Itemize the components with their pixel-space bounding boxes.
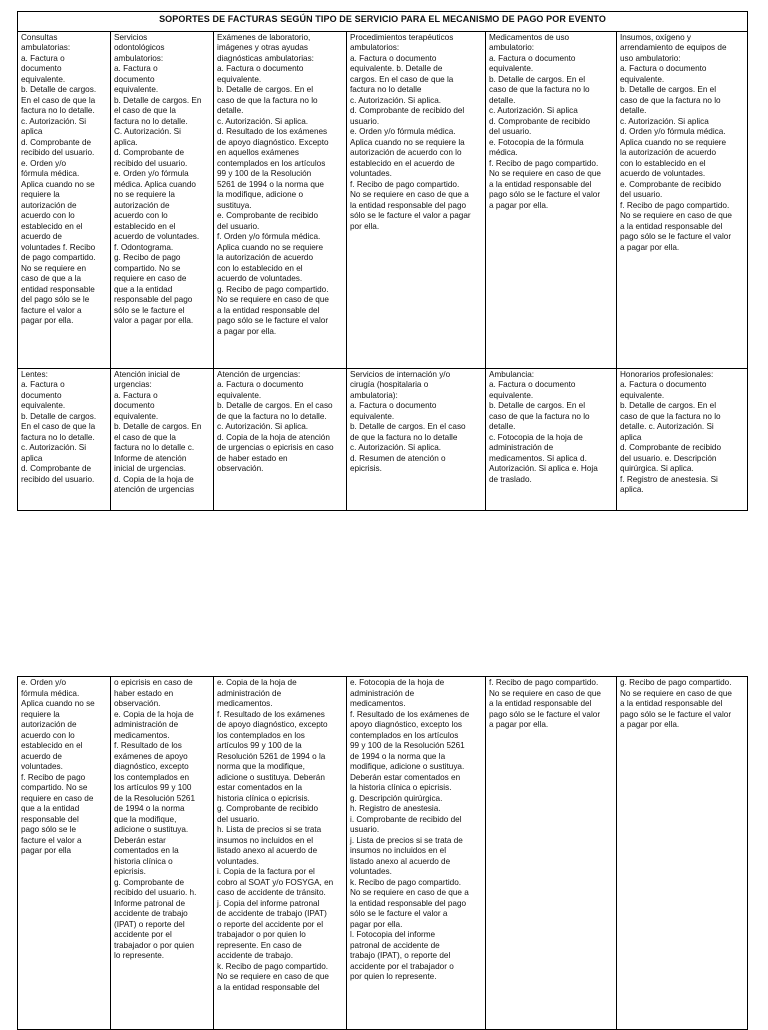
- cell-continued-1: [18, 677, 111, 1030]
- cell-procedimientos-terapeuticos: [347, 31, 486, 368]
- cell-lentes: [18, 368, 111, 510]
- cell-text: Consultas ambulatorias: a. Factura o documento equivalente. b. Detalle de cargos. En el caso de que la factura no lo detalle. c. Autorización. Si aplica d. Comprobante de recibido del usuario. e. Orden y/o fórmula médica. Aplica cuando no se requiere la autorización de acuerdo con lo establecido en el acuerdo de voluntades f. Recibo de pago compartido. No se requiere en caso de que a la entidad responsable del pago sólo se le facture el valor a pagar por ella.: [21, 32, 97, 325]
- cell-text: Atención de urgencias: a. Factura o documento equivalente. b. Detalle de cargos. En el caso de que la factura no lo detalle. c. Autorización. Si aplica. d. Copia de la hoja de atención de urgencias o epicrisis en caso de haber estado en observación.: [217, 369, 334, 473]
- cell-atencion-inicial-urgencias: [111, 368, 214, 510]
- cell-examenes-laboratorio: [214, 31, 347, 368]
- table-title: SOPORTES DE FACTURAS SEGÚN TIPO DE SERVICIO PARA EL MECANISMO DE PAGO POR EVENTO: [18, 12, 748, 32]
- support-table-page-1: [17, 11, 748, 511]
- cell-text: e. Orden y/o fórmula médica. Aplica cuando no se requiere la autorización de acuerdo con lo establecido en el acuerdo de voluntades. f. Recibo de pago compartido. No se requiere en caso de que a la entidad responsable del pago sólo se le facture el valor a pagar por ella: [21, 678, 95, 855]
- cell-text: Insumos, oxígeno y arrendamiento de equipos de uso ambulatorio: a. Factura o documento equivalente. b. Detalle de cargos. En el caso de que la factura no lo detalle. c. Autorización. Si aplica d. Orden y/o fórmula médica. Aplica cuando no se requiere la autorización de acuerdo con lo establecido en el acuerdo de voluntades. e. Comprobante de recibido del usuario. f. Recibo de pago compartido. No se requiere en caso de que a la entidad responsable del pago sólo se le facture el valor a pagar por ella.: [620, 32, 732, 252]
- cell-continued-3: [214, 677, 347, 1030]
- cell-text: Lentes: a. Factura o documento equivalente. b. Detalle de cargos. En el caso de que la factura no lo detalle. c. Autorización. Si aplica d. Comprobante de recibido del usuario.: [21, 369, 97, 484]
- cell-atencion-urgencias: [214, 368, 347, 510]
- cell-continued-4: [347, 677, 486, 1030]
- cell-servicios-odontologicos: [111, 31, 214, 368]
- cell-medicamentos: [486, 31, 617, 368]
- cell-text: Exámenes de laboratorio, imágenes y otras ayudas diagnósticas ambulatorias: a. Factura o documento equivalente. b. Detalle de cargos. En el caso de que la factura no lo detalle. c. Autorización. Si aplica. d. Resultado de los exámenes de apoyo diagnóstico. Excepto en aquellos exámenes contemplados en los artículos 99 y 100 de la Resolución 5261 de 1994 o la norma que la modifique, adicione o sustituya. e. Comprobante de recibido del usuario. f. Orden y/o fórmula médica. Aplica cuando no se requiere la autorización de acuerdo con lo establecido en el acuerdo de voluntades. g. Recibo de pago compartido. No se requiere en caso de que a la entidad responsable del pago sólo se le facture el valor a pagar por ella.: [217, 32, 329, 336]
- cell-text: e. Copia de la hoja de administración de medicamentos. f. Resultado de los exámenes de apoyo diagnóstico, excepto los contemplados en los artículos 99 y 100 de la Resolución 5261 de 1994 o la norma que la modifique, adicione o sustituya. Deberán estar comentados en la historia clínica o epicrisis. g. Comprobante de recibido del usuario. h. Lista de precios si se trata insumos no incluidos en el listado anexo al acuerdo de voluntades. i. Copia de la factura por el cobro al SOAT y/o FOSYGA, en caso de accidente de tránsito. j. Copia del informe patronal de accidente de trabajo (IPAT) o reporte del accidente por el trabajador o por quien lo represente. En caso de accidente de trabajo. k. Recibo de pago compartido. No se requiere en caso de que a la entidad responsable del: [217, 678, 334, 992]
- support-table-page-2: [17, 676, 748, 1030]
- cell-consultas-ambulatorias: [18, 31, 111, 368]
- cell-text: Ambulancia: a. Factura o documento equivalente. b. Detalle de cargos. En el caso de que la factura no lo detalle. c. Fotocopia de la hoja de administración de medicamentos. Si aplica d. Autorización. Si aplica e. Hoja de traslado.: [489, 369, 598, 484]
- cell-text: Procedimientos terapéuticos ambulatorios: a. Factura o documento equivalente. b. Detalle de cargos. En el caso de que la factura no lo detalle c. Autorización. Si aplica. d. Comprobante de recibido del usuario. e. Orden y/o fórmula médica. Aplica cuando no se requiere la autorización de acuerdo con lo establecido en el acuerdo de voluntades. f. Recibo de pago compartido. No se requiere en caso de que a la entidad responsable del pago sólo se le facture el valor a pagar por ella.: [350, 32, 471, 231]
- cell-text: Honorarios profesionales: a. Factura o documento equivalente. b. Detalle de cargos. En el caso de que la factura no lo detalle. c. Autorización. Si aplica d. Comprobante de recibido del usuario. e. Descripción quirúrgica. Si aplica. f. Registro de anestesia. Si aplica.: [620, 369, 722, 494]
- cell-text: g. Recibo de pago compartido. No se requiere en caso de que a la entidad responsable del pago sólo se le facture el valor a pagar por ella.: [620, 678, 732, 729]
- cell-insumos-oxigeno: [617, 31, 748, 368]
- cell-continued-2: [111, 677, 214, 1030]
- cell-text: Medicamentos de uso ambulatorio: a. Factura o documento equivalente. b. Detalle de cargos. En el caso de que la factura no lo detalle. c. Autorización. Si aplica d. Comprobante de recibido del usuario. e. Fotocopia de la fórmula médica. f. Recibo de pago compartido. No se requiere en caso de que a la entidad responsable del pago sólo se le facture el valor a pagar por ella.: [489, 32, 601, 210]
- cell-text: Atención inicial de urgencias: a. Factura o documento equivalente. b. Detalle de cargos. En el caso de que la factura no lo detalle c. Informe de atención inicial de urgencias. d. Copia de la hoja de atención de urgencias: [114, 369, 202, 494]
- cell-text: Servicios de internación y/o cirugía (hospitalaria o ambulatoria): a. Factura o documento equivalente. b. Detalle de cargos. En el caso de que la factura no lo detalle c. Autorización. Si aplica. d. Resumen de atención o epicrisis.: [350, 369, 466, 473]
- cell-text: f. Recibo de pago compartido. No se requiere en caso de que a la entidad responsable del pago sólo se le facture el valor a pagar por ella.: [489, 678, 601, 729]
- cell-ambulancia: [486, 368, 617, 510]
- cell-text: o epicrisis en caso de haber estado en observación. e. Copia de la hoja de administración de medicamentos. f. Resultado de los exámenes de apoyo diagnóstico, excepto los contemplados en los artículos 99 y 100 de la Resolución 5261 de 1994 o la norma que la modifique, adicione o sustituya. Deberán estar comentados en la historia clínica o epicrisis. g. Comprobante de recibido del usuario. h. Informe patronal de accidente de trabajo (IPAT) o reporte del accidente por el trabajador o por quien lo represente.: [114, 678, 197, 960]
- cell-continued-5: [486, 677, 617, 1030]
- cell-honorarios: [617, 368, 748, 510]
- cell-internacion-cirugia: [347, 368, 486, 510]
- cell-text: Servicios odontológicos ambulatorios: a. Factura o documento equivalente. b. Detalle de cargos. En el caso de que la factura no lo detalle. C. Autorización. Si aplica. d. Comprobante de recibido del usuario. e. Orden y/o fórmula médica. Aplica cuando no se requiere la autorización de acuerdo con lo establecido en el acuerdo de voluntades. f. Odontograma. g. Recibo de pago compartido. No se requiere en caso de que a la entidad responsable del pago sólo se le facture el valor a pagar por ella.: [114, 32, 202, 325]
- cell-text: e. Fotocopia de la hoja de administración de medicamentos. f. Resultado de los exámenes de apoyo diagnóstico, excepto los contemplados en los artículos 99 y 100 de la Resolución 5261 de 1994 o la norma que la modifique, adicione o sustituya. Deberán estar comentados en la historia clínica o epicrisis. g. Descripción quirúrgica. h. Registro de anestesia. i. Comprobante de recibido del usuario. j. Lista de precios si se trata de insumos no incluidos en el listado anexo al acuerdo de voluntades. k. Recibo de pago compartido. No se requiere en caso de que a la entidad responsable del pago sólo se le facture el valor a pagar por ella. l. Fotocopia del informe patronal de accidente de trabajo (IPAT), o reporte del accidente por el trabajador o por quien lo represente.: [350, 678, 470, 981]
- cell-continued-6: [617, 677, 748, 1030]
